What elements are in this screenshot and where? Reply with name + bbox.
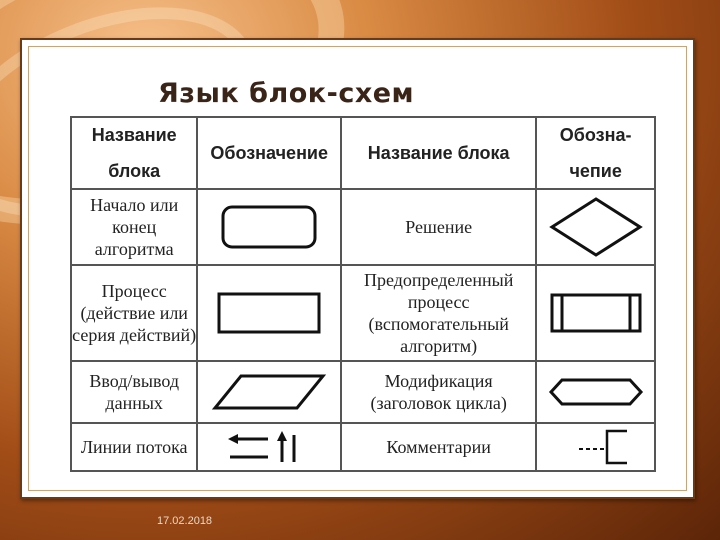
slide-date: 17.02.2018 bbox=[157, 515, 213, 527]
row-name: Предопределенный процесс (вспомогательный алгоритм) bbox=[341, 265, 536, 361]
header-block-name bbox=[71, 117, 197, 189]
row-name: Линии потока bbox=[71, 423, 197, 471]
flow-lines-arrows-icon bbox=[197, 423, 341, 471]
row-name: Модификация (заголовок цикла) bbox=[341, 361, 536, 423]
row-name: Решение bbox=[341, 189, 536, 265]
modification-hexagon-icon bbox=[536, 361, 655, 423]
header-block-name-2: Название блока bbox=[341, 117, 536, 189]
table-row bbox=[71, 189, 655, 265]
row-name: Процесс (действие или серия действий) bbox=[71, 265, 197, 361]
header-designation: Обозначение bbox=[197, 117, 341, 189]
flowchart-blocks-table bbox=[70, 116, 656, 472]
row-name: Начало или конец алгоритма bbox=[71, 189, 197, 265]
table-row bbox=[71, 361, 655, 423]
header-designation-2 bbox=[536, 117, 655, 189]
header-block-name-line2: блока bbox=[108, 161, 161, 181]
comment-bracket-icon bbox=[536, 423, 655, 471]
table-header-row bbox=[71, 117, 655, 189]
decision-diamond-icon bbox=[536, 189, 655, 265]
process-rectangle-icon bbox=[197, 265, 341, 361]
predefined-process-icon bbox=[536, 265, 655, 361]
header-block-name-line1: Название bbox=[91, 125, 177, 145]
row-name: Комментарии bbox=[341, 423, 536, 471]
table-row bbox=[71, 423, 655, 471]
header-designation-2-line2: чепие bbox=[569, 161, 622, 181]
io-parallelogram-icon bbox=[197, 361, 341, 423]
slide-title: Язык блок-схем bbox=[158, 78, 415, 109]
table-row bbox=[71, 265, 655, 361]
header-designation-2-line1: Обозна- bbox=[559, 125, 632, 145]
row-name: Ввод/вывод данных bbox=[71, 361, 197, 423]
terminator-shape-icon bbox=[197, 189, 341, 265]
